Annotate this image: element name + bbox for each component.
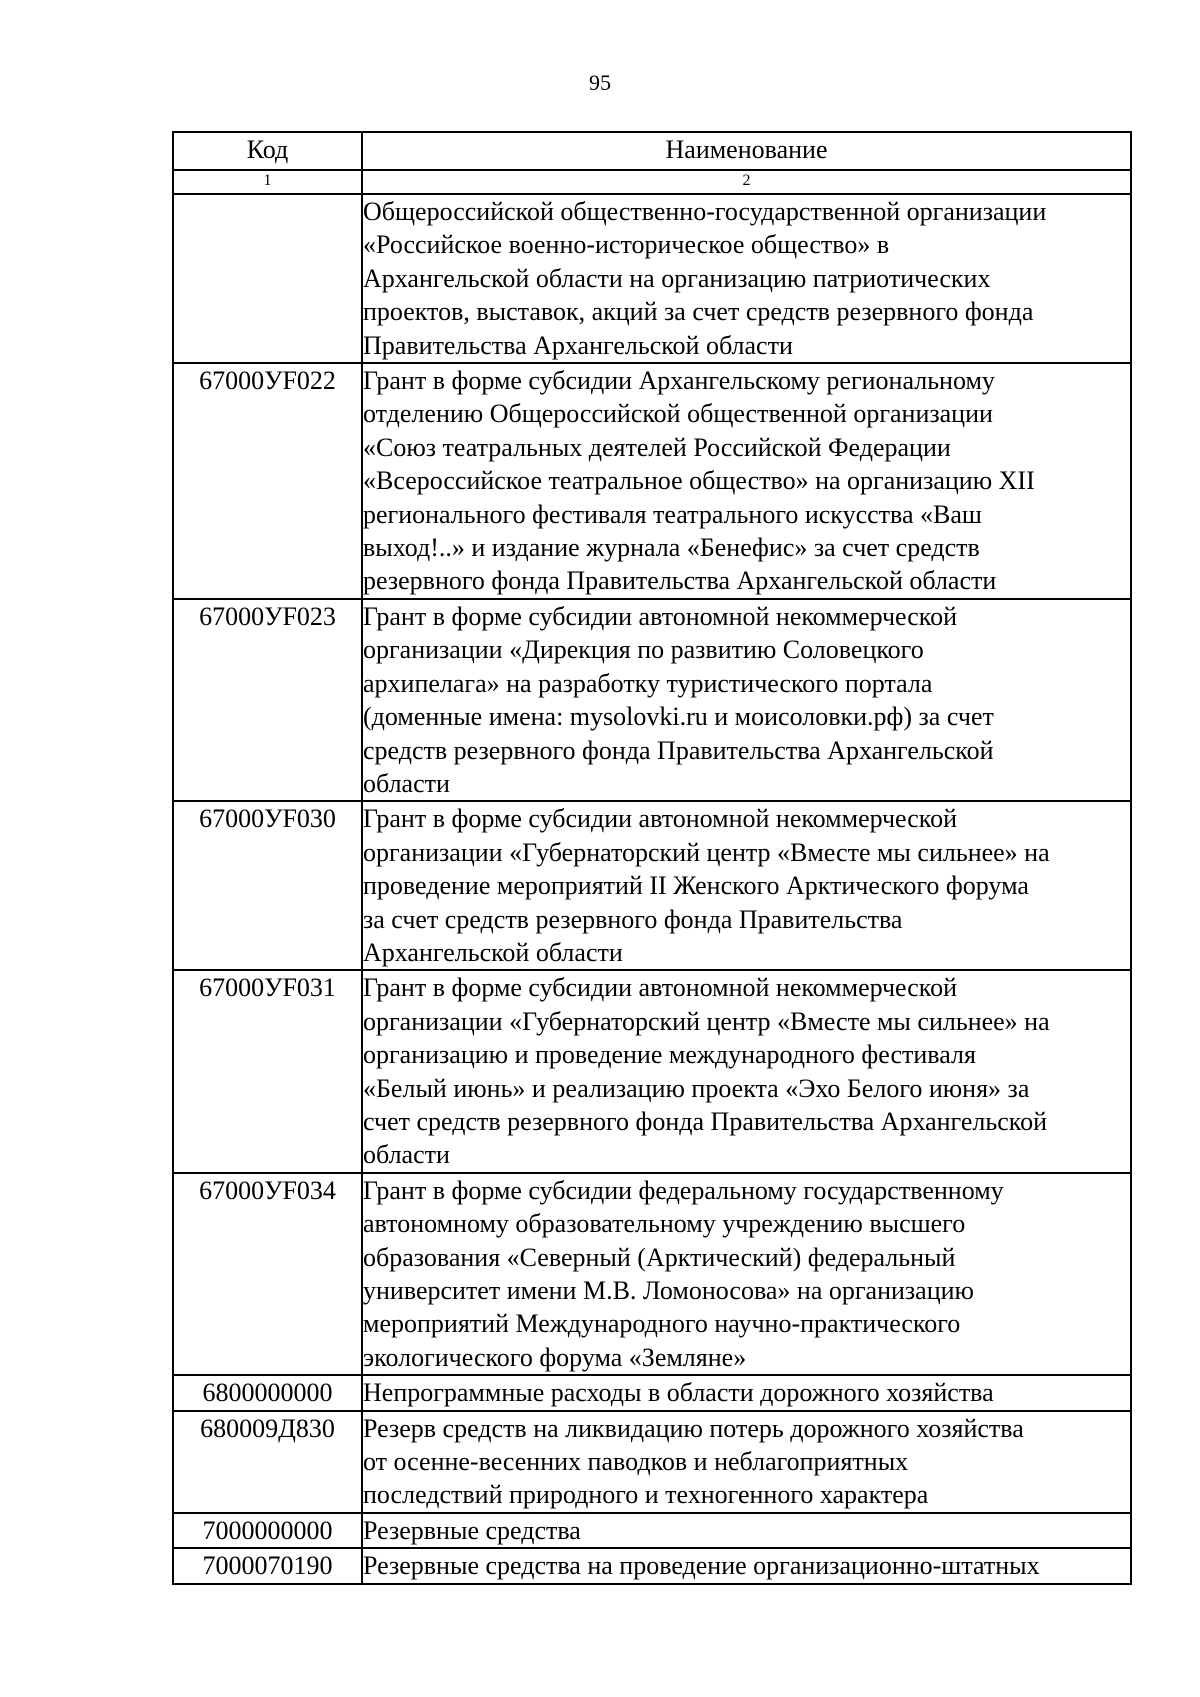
header-code: Код <box>173 132 362 170</box>
row-name: Грант в форме субсидии автономной некоммерческой организации «Дирекция по развитию Соловецкого архипелага» на разработку туристического портала (доменные имена: mysolovki.ru и моисоловки.рф) за счет средств резервного фонда Правительства Архангельской области <box>362 599 1131 801</box>
row-code: 67000УF034 <box>173 1173 362 1375</box>
row-name: Грант в форме субсидии автономной некоммерческой организации «Губернаторский центр «Вместе мы сильнее» на организацию и проведение международного фестиваля «Белый июнь» и реализацию проекта «Эхо Белого июня» за счет средств резервного фонда Правительства Архангельской области <box>362 970 1131 1172</box>
table-row <box>173 1513 1131 1548</box>
row-code: 7000070190 <box>173 1548 362 1583</box>
page-number: 95 <box>589 70 611 95</box>
table-row <box>173 1411 1131 1513</box>
table-row <box>173 599 1131 801</box>
row-code: 680009Д830 <box>173 1411 362 1513</box>
row-code: 67000УF030 <box>173 801 362 970</box>
column-number-row <box>173 170 1131 194</box>
row-name: Резервные средства <box>362 1513 1131 1548</box>
row-name: Грант в форме субсидии автономной некоммерческой организации «Губернаторский центр «Вместе мы сильнее» на проведение мероприятий II Женского Арктического форума за счет средств резервного фонда Правительства Архангельской области <box>362 801 1131 970</box>
column-number-1: 1 <box>173 170 362 194</box>
row-name: Грант в форме субсидии федеральному государственному автономному образовательному учреждению высшего образования «Северный (Арктический) федеральный университет имени М.В. Ломоносова» на организацию мероприятий Международного научно-практического экологического форума «Земляне» <box>362 1173 1131 1375</box>
row-code: 7000000000 <box>173 1513 362 1548</box>
table-row <box>173 363 1131 599</box>
table-row <box>173 1375 1131 1410</box>
row-code: 67000УF022 <box>173 363 362 599</box>
row-name: Грант в форме субсидии Архангельскому региональному отделению Общероссийской общественной организации «Союз театральных деятелей Российской Федерации «Всероссийское театральное общество» на организацию XII регионального фестиваля театрального искусства «Ваш выход!..» и издание журнала «Бенефис» за счет средств резервного фонда Правительства Архангельской области <box>362 363 1131 599</box>
row-name: Общероссийской общественно-государственной организации «Российское военно-историческое общество» в Архангельской области на организацию патриотических проектов, выставок, акций за счет средств резервного фонда Правительства Архангельской области <box>362 194 1131 363</box>
column-number-2: 2 <box>362 170 1131 194</box>
row-name: Резервные средства на проведение организационно-штатных <box>362 1548 1131 1583</box>
budget-code-table <box>172 131 1132 1585</box>
table-row <box>173 1173 1131 1375</box>
table-header-row <box>173 132 1131 170</box>
row-code: 67000УF023 <box>173 599 362 801</box>
table-row <box>173 194 1131 363</box>
table-row <box>173 1548 1131 1583</box>
row-code: 67000УF031 <box>173 970 362 1172</box>
table-row <box>173 970 1131 1172</box>
row-name: Непрограммные расходы в области дорожного хозяйства <box>362 1375 1131 1410</box>
row-name: Резерв средств на ликвидацию потерь дорожного хозяйства от осенне-весенних паводков и неблагоприятных последствий природного и техногенного характера <box>362 1411 1131 1513</box>
table-row <box>173 801 1131 970</box>
header-name: Наименование <box>362 132 1131 170</box>
row-code <box>173 194 362 363</box>
row-code: 6800000000 <box>173 1375 362 1410</box>
